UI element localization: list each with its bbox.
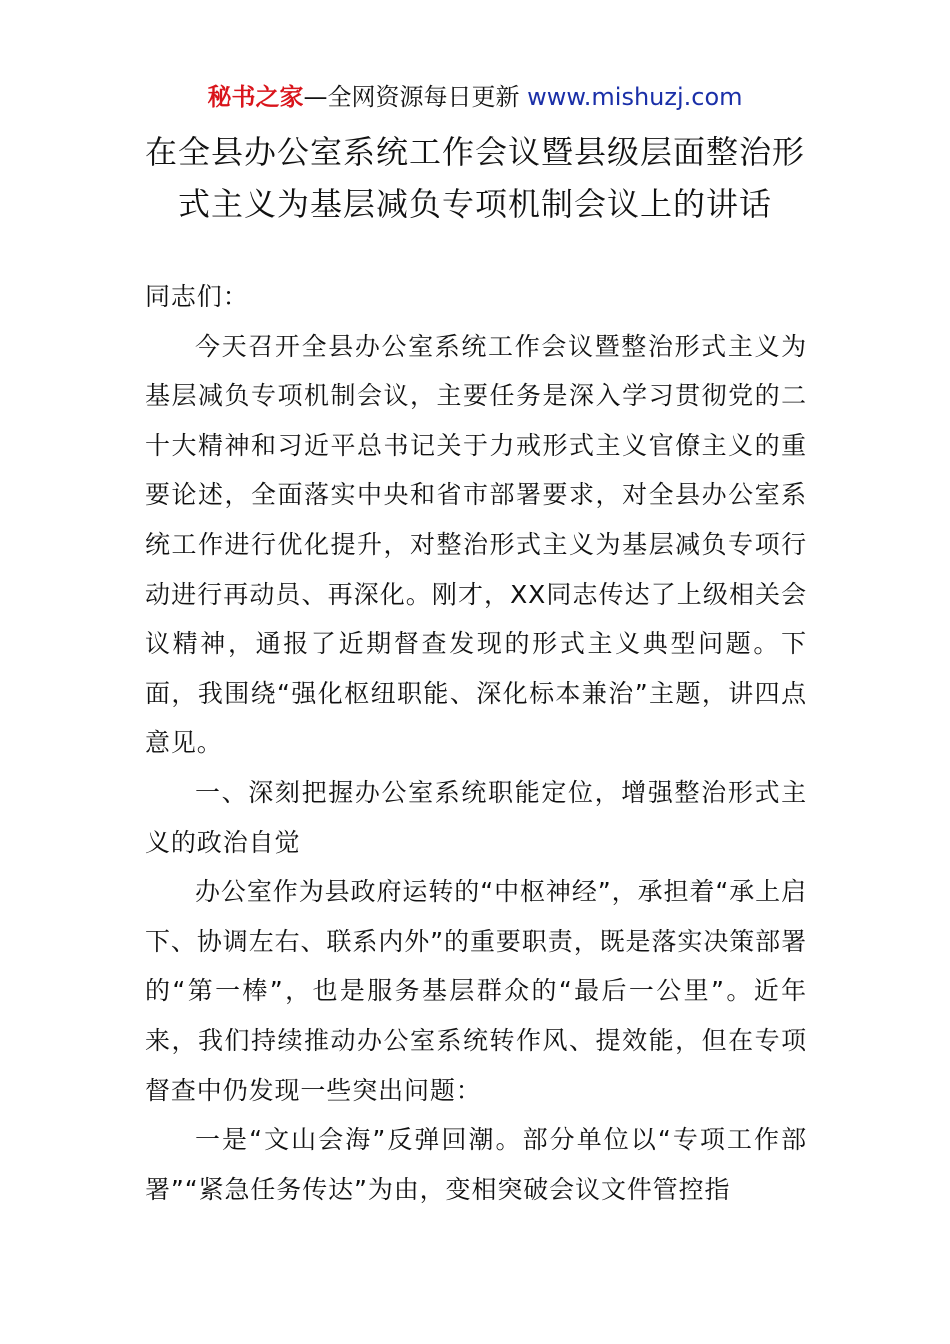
site-url-link[interactable]: www.mishuzj.com [527, 83, 743, 111]
section-heading: 一、深刻把握办公室系统职能定位，增强整治形式主义的政治自觉 [145, 777, 807, 857]
body-paragraph: 办公室作为县政府运转的“中枢神经”，承担着“承上启下、协调左右、联系内外”的重要职责，既是落实决策部署的“第一棒”，也是服务基层群众的“最后一公里”。近年来，我们持续推动办公室系统转作风、提效能，但在专项督查中仍发现一些突出问题： [145, 877, 807, 1105]
document-body [145, 272, 807, 1214]
body-paragraph: 今天召开全县办公室系统工作会议暨整治形式主义为基层减负专项机制会议，主要任务是深入学习贯彻党的二十大精神和习近平总书记关于力戒形式主义官僚主义的重要论述，全面落实中央和省市部署要求，对全县办公室系统工作进行优化提升，对整治形式主义为基层减负专项行动进行再动员、再深化。刚才，XX同志传达了上级相关会议精神，通报了近期督查发现的形式主义典型问题。下面，我围绕“强化枢纽职能、深化标本兼治”主题，讲四点意见。 [145, 331, 807, 758]
salutation: 同志们： [145, 282, 249, 311]
site-brand: 秘书之家 [207, 83, 304, 111]
body-paragraph: 一是“文山会海”反弹回潮。部分单位以“专项工作部署”“紧急任务传达”为由，变相突破会议文件管控指 [145, 1125, 807, 1204]
site-header [0, 80, 950, 114]
document-title: 在全县办公室系统工作会议暨县级层面整治形式主义为基层减负专项机制会议上的讲话 [145, 133, 806, 223]
site-tagline: —全网资源每日更新 [303, 83, 528, 111]
